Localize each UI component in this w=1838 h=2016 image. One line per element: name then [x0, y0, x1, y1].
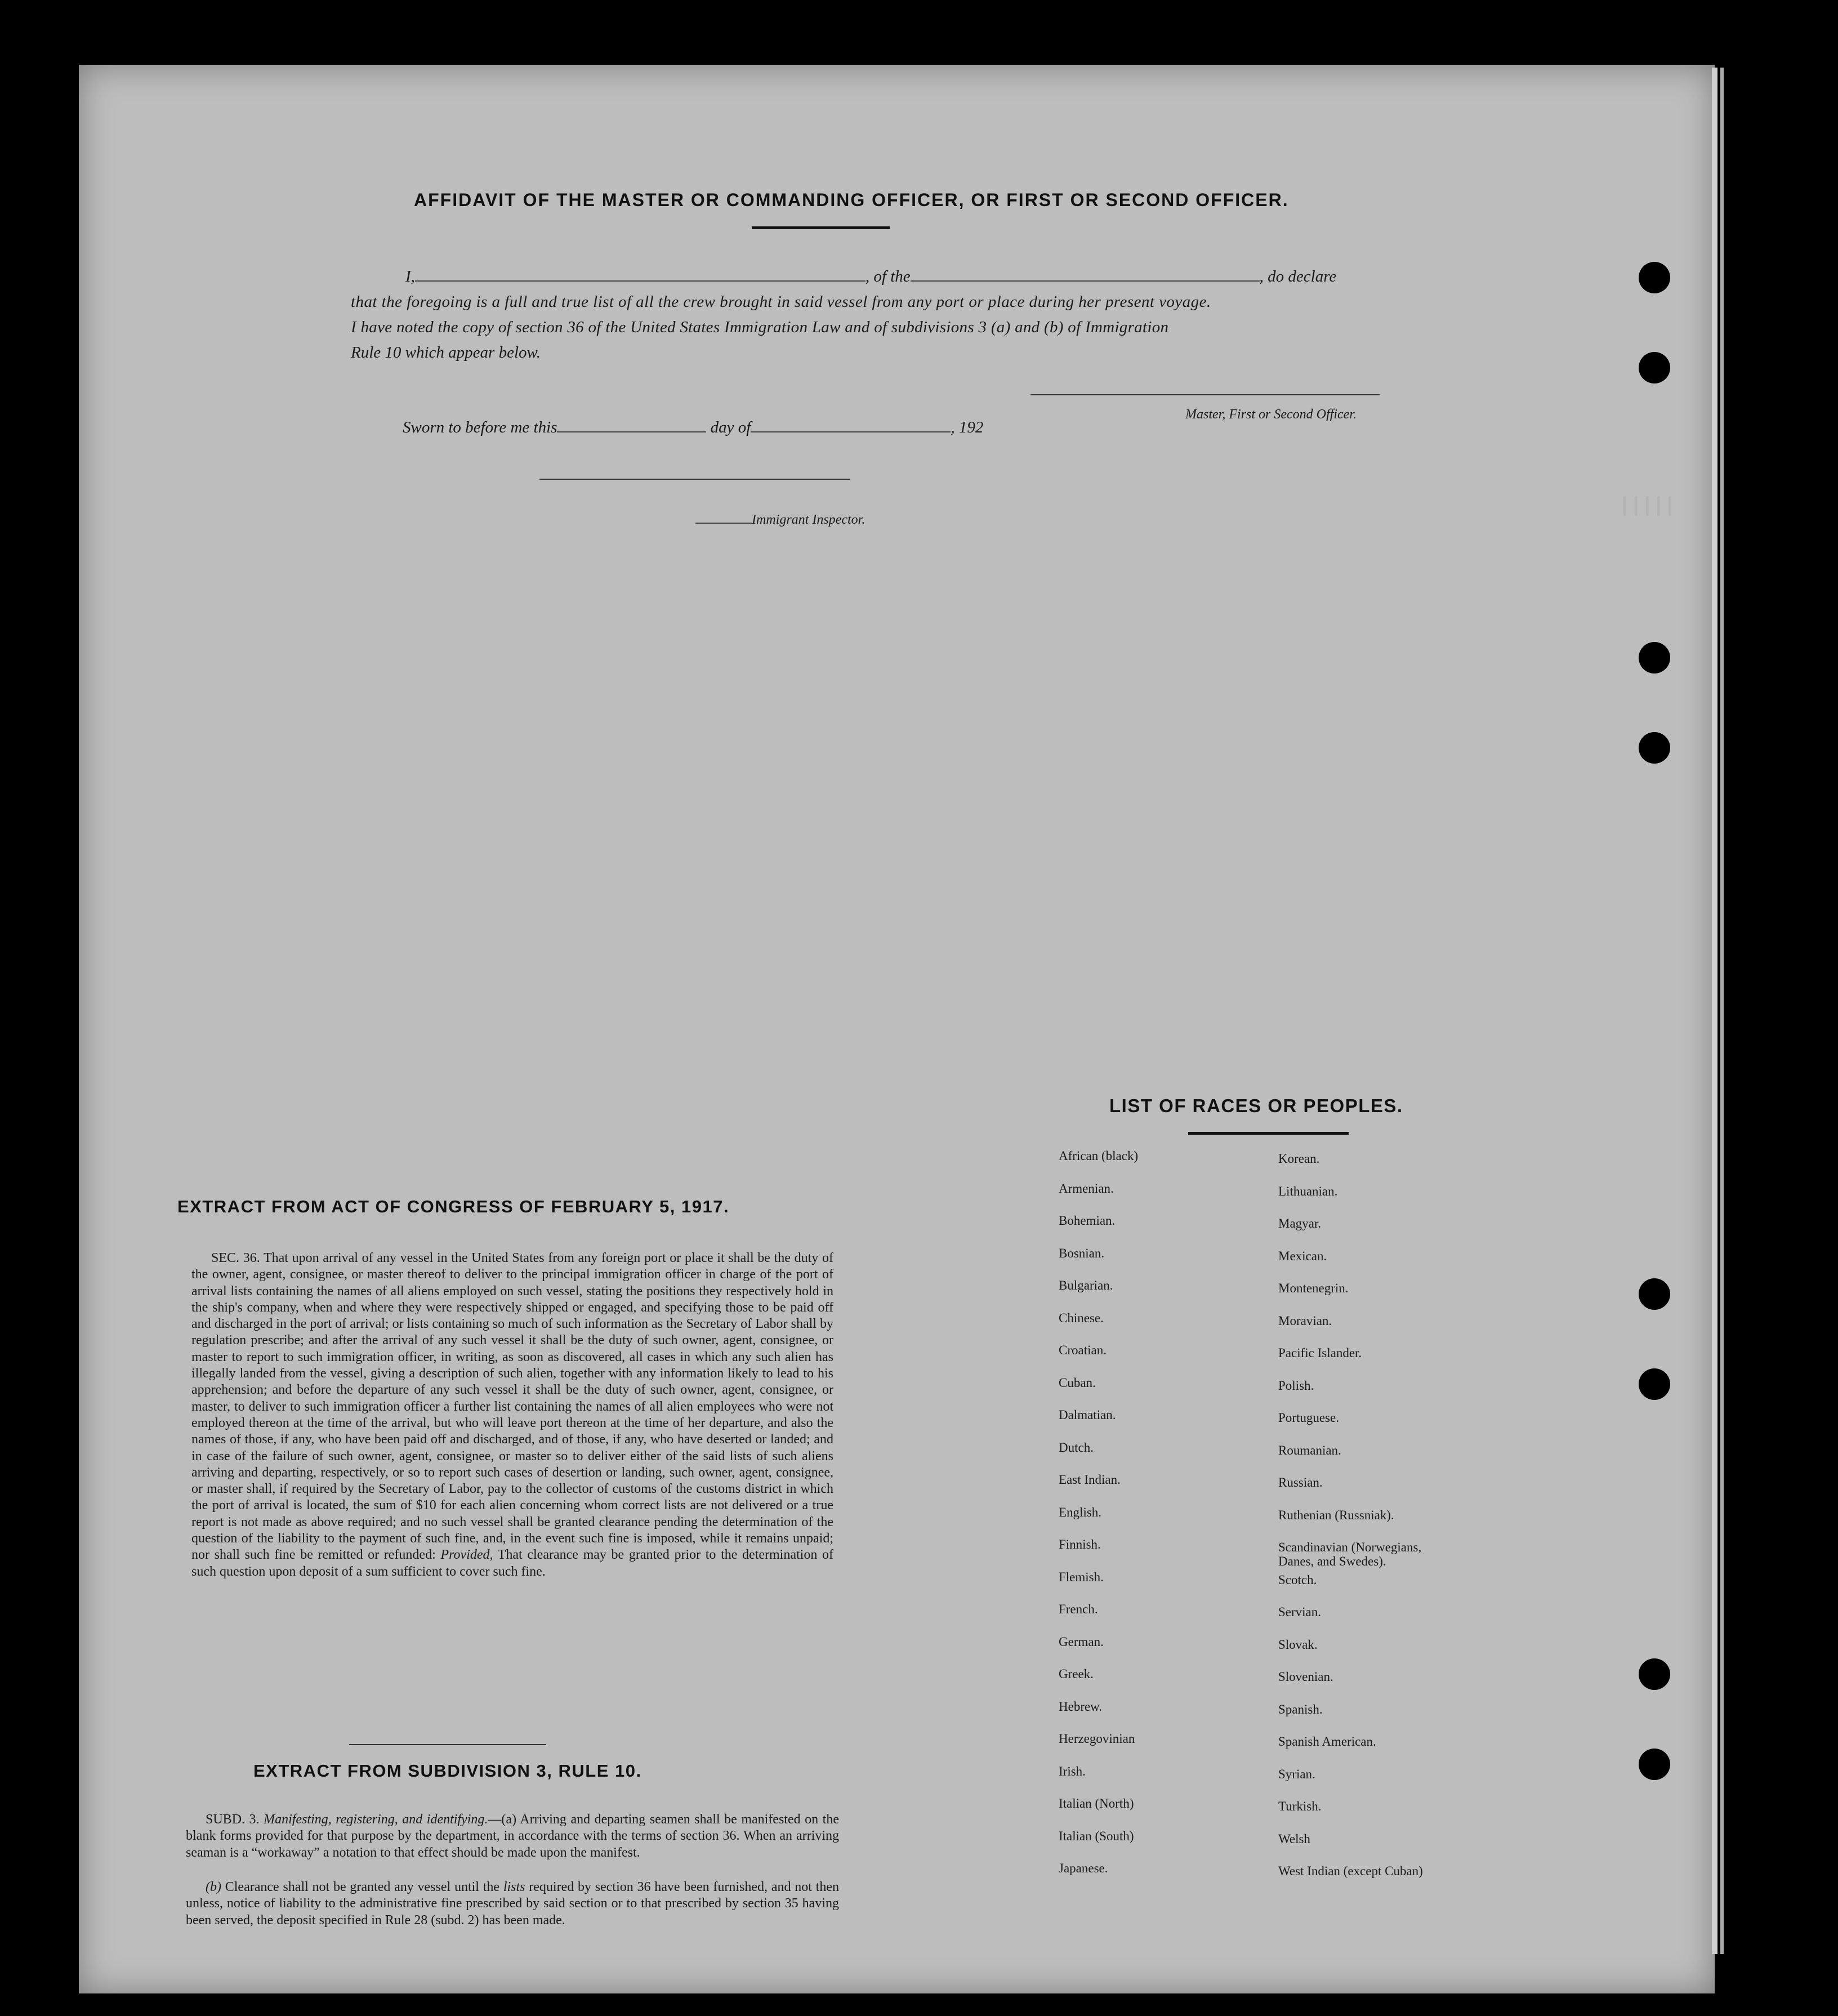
races-title: LIST OF RACES OR PEOPLES.: [1109, 1095, 1403, 1116]
race-item: Chinese.: [1059, 1310, 1104, 1325]
rule-subd-label: SUBD. 3.: [206, 1812, 260, 1827]
race-item: Ruthenian (Russniak).: [1278, 1507, 1394, 1522]
race-item: Flemish.: [1059, 1569, 1104, 1584]
race-item: Syrian.: [1278, 1767, 1315, 1781]
rule-part-a: —(a) Arriving and departing seamen shall be manifested on the blank forms provided for that purpose by the department, in accordance with the terms of section 36. When an arriving seaman is a “workaway” a notation to that effect should be made upon the manifest.: [186, 1812, 839, 1860]
binder-hole: [1639, 1658, 1670, 1690]
act-provided-label: Provided,: [440, 1547, 493, 1563]
act-section-label: SEC. 36.: [211, 1251, 260, 1265]
rule-extract-text-b: [186, 1879, 839, 1929]
race-item: Polish.: [1278, 1378, 1314, 1393]
year-label: , 192: [951, 418, 984, 436]
race-item: Pacific Islander.: [1278, 1346, 1362, 1360]
race-item: Dutch.: [1059, 1440, 1094, 1455]
race-item: Magyar.: [1278, 1216, 1322, 1230]
act-extract-title: EXTRACT FROM ACT OF CONGRESS OF FEBRUARY 5, 1917.: [177, 1197, 730, 1216]
affidavit-title-rule: [752, 226, 890, 229]
race-item: English.: [1059, 1505, 1102, 1519]
race-item: Slovak.: [1278, 1637, 1318, 1652]
race-item: Italian (South): [1059, 1828, 1134, 1843]
affidavit-title: AFFIDAVIT OF THE MASTER OR COMMANDING OFFICER, OR FIRST OR SECOND OFFICER.: [414, 190, 1289, 210]
binder-hole: [1639, 262, 1670, 293]
rule-part-b-2: required by section 36 have been furnished, and not then unless, notice of liability to the administrative fine prescribed by said section or to that prescribed by section 35 having been served, the deposit specified in Rule 28 (subd. 2) has been made.: [186, 1880, 839, 1928]
page-edge-1: [1712, 68, 1717, 1954]
race-item: French.: [1059, 1602, 1098, 1616]
binder-hole: [1639, 352, 1670, 383]
race-item: Slovenian.: [1278, 1670, 1333, 1684]
race-item: Cuban.: [1059, 1375, 1096, 1390]
race-item: Mexican.: [1278, 1248, 1327, 1263]
race-item: Croatian.: [1059, 1343, 1107, 1357]
race-item: Servian.: [1278, 1605, 1322, 1619]
rule-part-b-1: Clearance shall not be granted any vessel until the: [225, 1880, 500, 1894]
race-item: Italian (North): [1059, 1796, 1134, 1810]
race-item: Russian.: [1278, 1475, 1323, 1489]
affidavit-line-2: that the foregoing is a full and true list of all the crew brought in said vessel from any port or place during her present voyage.: [351, 293, 1211, 311]
race-item: Finnish.: [1059, 1537, 1101, 1551]
inspector-prefix-blank: [695, 523, 752, 524]
sworn-label: Sworn to before me this: [403, 418, 557, 436]
races-right-column: [1278, 1152, 1492, 1897]
binder-hole: [1639, 1278, 1670, 1310]
i-label: I,: [405, 267, 415, 286]
master-signature-line[interactable]: [1030, 394, 1380, 395]
sworn-month-blank[interactable]: [751, 431, 951, 432]
rule-extract-title: EXTRACT FROM SUBDIVISION 3, RULE 10.: [253, 1761, 642, 1781]
race-item: Montenegrin.: [1278, 1281, 1349, 1295]
document-page: [79, 65, 1715, 1993]
vessel-name-blank[interactable]: [911, 280, 1260, 282]
affidavit-line-1: [405, 267, 1336, 286]
do-declare-label: , do declare: [1259, 267, 1337, 286]
race-item: Scandinavian (Norwegians, Danes, and Swedes).: [1278, 1540, 1422, 1568]
race-item: Irish.: [1059, 1764, 1086, 1778]
inspector-signature-line[interactable]: [539, 479, 850, 480]
master-signature-label: Master, First or Second Officer.: [1185, 407, 1357, 422]
race-item: Herzegovinian: [1059, 1732, 1135, 1746]
race-item: Hebrew.: [1059, 1699, 1103, 1714]
race-item: Turkish.: [1278, 1799, 1322, 1813]
race-item: East Indian.: [1059, 1473, 1121, 1487]
race-item: African (black): [1059, 1149, 1139, 1163]
race-item: Dalmatian.: [1059, 1408, 1116, 1422]
race-item: Roumanian.: [1278, 1443, 1341, 1457]
rule-extract-text: [186, 1812, 839, 1861]
act-extract-divider: [349, 1744, 546, 1745]
bleed-through-marks: | | | | |: [1622, 493, 1673, 516]
race-item: Japanese.: [1059, 1861, 1108, 1875]
race-item: Greek.: [1059, 1667, 1094, 1681]
race-item: Spanish American.: [1278, 1734, 1376, 1749]
master-name-blank[interactable]: [415, 280, 866, 282]
inspector-label-text: Immigrant Inspector.: [752, 512, 866, 527]
act-provided-text: That clearance may be granted prior to the determination of such question upon deposit of a sum sufficient to cover such fine.: [191, 1547, 833, 1579]
page-edge-2: [1720, 68, 1724, 1954]
rule-part-b-label: (b): [206, 1880, 221, 1894]
race-item: Bohemian.: [1059, 1214, 1116, 1228]
race-item: West Indian (except Cuban): [1278, 1864, 1423, 1878]
races-left-column: [1059, 1149, 1228, 1894]
binder-hole: [1639, 642, 1670, 674]
day-of-label: day of: [710, 418, 751, 436]
rule-heading: Manifesting, registering, and identifying.: [264, 1812, 488, 1827]
sworn-line: [403, 418, 983, 437]
binder-hole: [1639, 1368, 1670, 1400]
sworn-day-blank[interactable]: [557, 431, 706, 432]
race-item: Spanish.: [1278, 1702, 1323, 1716]
race-item: Portuguese.: [1278, 1411, 1339, 1425]
race-item: Korean.: [1278, 1152, 1320, 1166]
affidavit-line-4: Rule 10 which appear below.: [351, 344, 541, 362]
race-item: Moravian.: [1278, 1313, 1332, 1328]
rule-part-b-lists: lists: [503, 1880, 525, 1894]
binder-hole: [1639, 732, 1670, 764]
act-section-body: That upon arrival of any vessel in the United States from any foreign port or place it shall be the duty of the owner, agent, consignee, or master thereof to deliver to the principal immigration officer in charge of the port of arrival lists containing the names of all aliens employed on such vessel, stating the positions they respectively hold in the ship's company, when and where they were respectively shipped or engaged, and specifying those to be paid off and discharged in the port of arrival; or lists containing so much of such information as the Secretary of Labor shall by regulation prescribe; and after the arrival of any such vessel it shall be the duty of such owner, agent, consignee, or master to report to such immigration officer, in writing, as soon as discovered, all cases in which any such alien has illegally landed from the vessel, giving a description of such alien, together with any information likely to lead to his apprehension; and before the departure of any such vessel it shall be the duty of such owner, agent, consignee, or master, to deliver to such immigration officer a further list containing the names of all alien employees who were not employed thereon at the time of the arrival, but who will leave port thereon at the time of her departure, and also the names of those, if any, who have been paid off and discharged, and of those, if any, who have deserted or landed; and in case of the failure of such owner, agent, consignee, or master so to deliver either of the said lists of such aliens arriving and departing, respectively, or so to report such cases of desertion or landing, such owner, agent, consignee, or master shall, if required by the Secretary of Labor, pay to the collector of customs of the customs district in which the port of arrival is located, the sum of $10 for each alien concerning whom correct lists are not delivered or a true report is not made as above required; and no such vessel shall be granted clearance pending the determination of the question of the liability to the payment of such fine, and, in the event such fine is imposed, while it remains unpaid; nor shall such fine be remitted or refunded:: [191, 1251, 833, 1563]
race-item: Bosnian.: [1059, 1246, 1105, 1260]
race-item: Bulgarian.: [1059, 1278, 1113, 1292]
race-item: Armenian.: [1059, 1181, 1114, 1196]
act-extract-text: [191, 1250, 833, 1580]
race-item: German.: [1059, 1634, 1104, 1649]
race-item: Lithuanian.: [1278, 1184, 1338, 1198]
binder-hole: [1639, 1749, 1670, 1780]
of-the-label: , of the: [865, 267, 911, 286]
race-item: Welsh: [1278, 1831, 1310, 1846]
inspector-label: [695, 512, 865, 528]
race-item: Scotch.: [1278, 1572, 1317, 1587]
races-title-rule: [1188, 1132, 1349, 1135]
affidavit-line-3: I have noted the copy of section 36 of the United States Immigration Law and of subdivisions 3 (a) and (b) of Immigration: [351, 318, 1169, 336]
